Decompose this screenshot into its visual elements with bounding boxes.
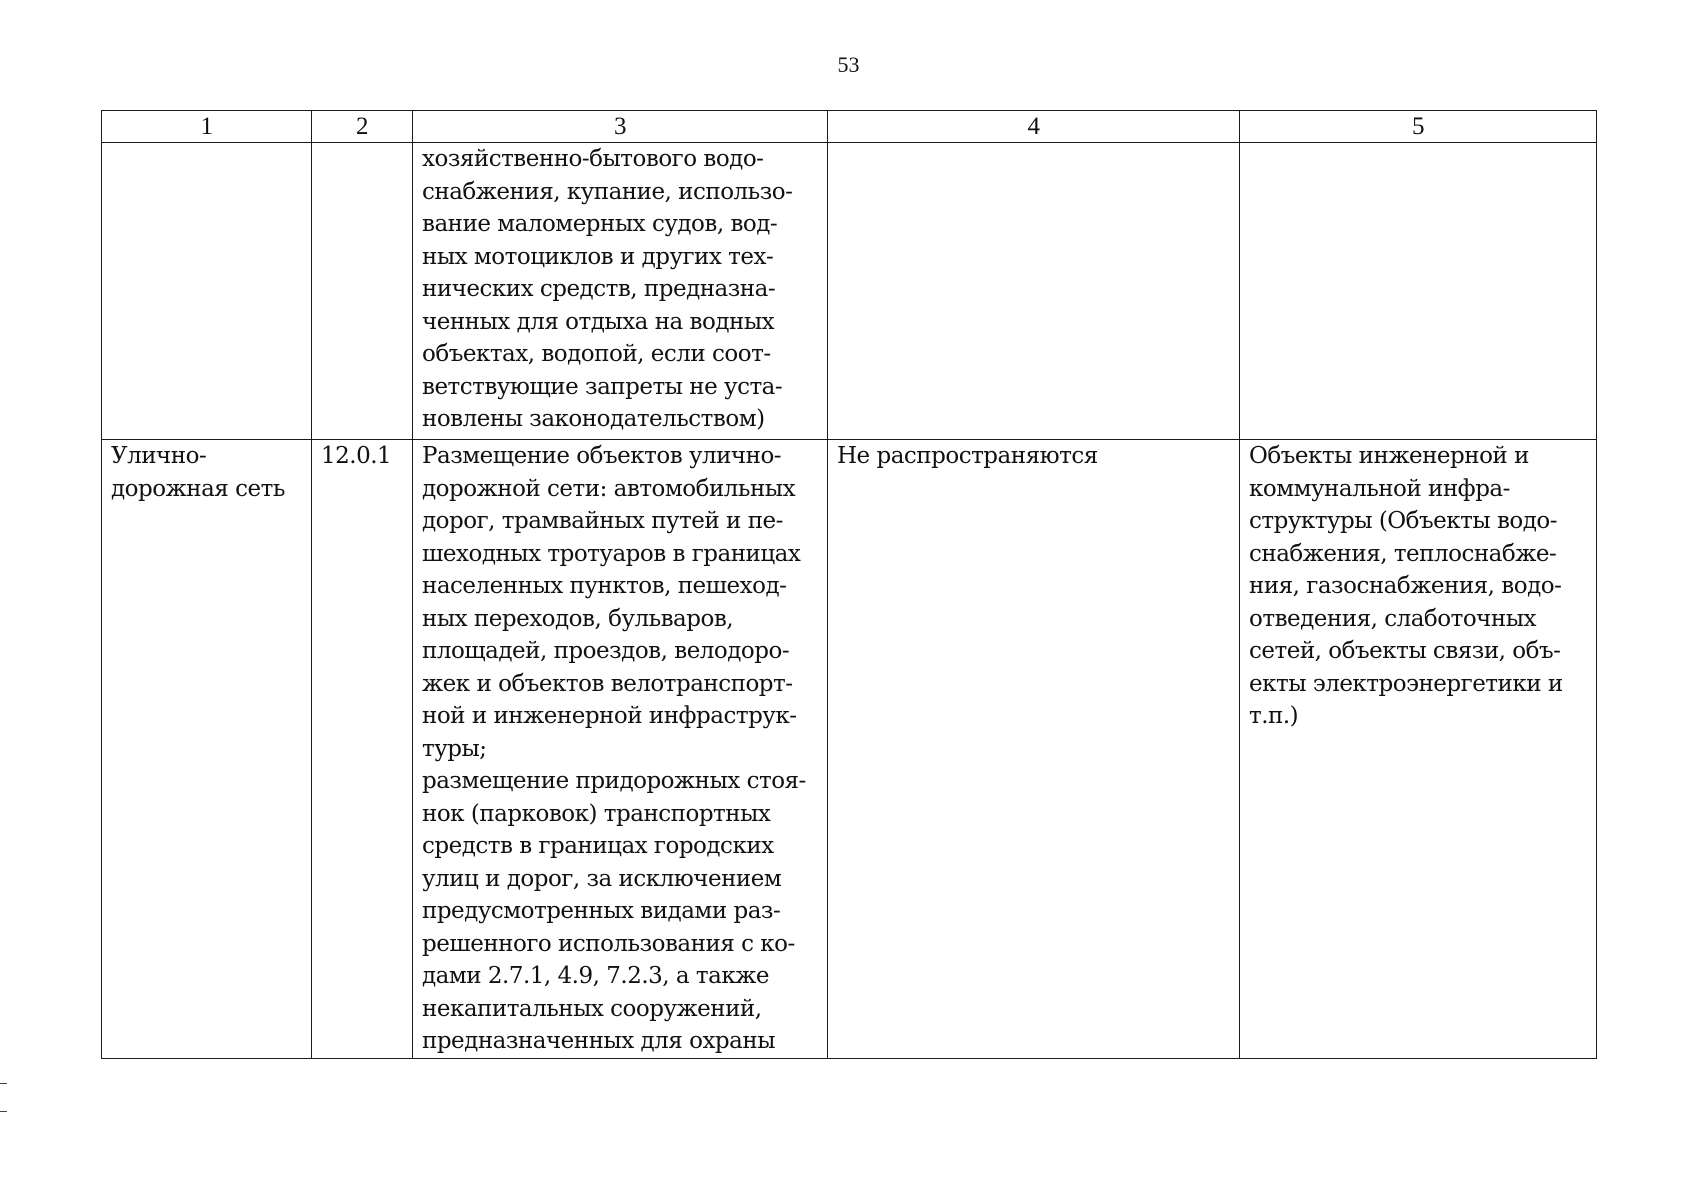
text-line: размещение придорожных стоя- xyxy=(422,768,806,794)
text-line: шеходных тротуаров в границах xyxy=(422,540,801,567)
text-line: ченных для отдыха на водных xyxy=(422,308,775,335)
text-line: Размещение объектов улично- xyxy=(422,443,782,469)
cell-restrictions: Не распространяются xyxy=(828,440,1240,1059)
text-line: отведения, слаботочных xyxy=(1249,605,1536,632)
text-line: снабжения, купание, использо- xyxy=(422,178,793,205)
text-line: предназначенных для охраны xyxy=(422,1028,776,1054)
text-line: нических средств, предназна- xyxy=(422,276,776,302)
cell-land-use-type xyxy=(102,143,312,440)
text-line: сетей, объекты связи, объ- xyxy=(1249,638,1561,664)
text-line: некапитальных сооружений, xyxy=(422,995,762,1022)
text-line: т.п.) xyxy=(1249,703,1299,729)
cell-restrictions xyxy=(828,143,1240,440)
text-line: Объекты инженерной и xyxy=(1249,443,1529,469)
header-col-3: 3 xyxy=(413,111,828,143)
cell-code xyxy=(312,143,413,440)
text-line: ной и инженерной инфраструк- xyxy=(422,703,797,729)
text-line: коммунальной инфра- xyxy=(1249,475,1510,502)
regulations-table xyxy=(101,110,1597,1059)
cell-auxiliary-uses xyxy=(1240,440,1597,1059)
text-line: объектах, водопой, если соот- xyxy=(422,341,771,367)
table-row-continuation xyxy=(102,143,1597,440)
cell-description xyxy=(413,143,828,440)
table-header-row xyxy=(102,111,1597,143)
text-line: площадей, проездов, велодоро- xyxy=(422,638,790,664)
description-lines xyxy=(422,143,818,436)
text-line: жек и объектов велотранспорт- xyxy=(422,670,793,697)
cell-auxiliary-uses xyxy=(1240,143,1597,440)
text-line: екты электроэнергетики и xyxy=(1249,670,1563,697)
margin-tick-mark xyxy=(0,1111,7,1112)
text-line: ветствующие запреты не уста- xyxy=(422,373,783,400)
text-line: нок (парковок) транспортных xyxy=(422,800,771,827)
text-line: хозяйственно-бытового водо- xyxy=(422,146,764,172)
table-row-street-network xyxy=(102,440,1597,1059)
text-line: населенных пунктов, пешеход- xyxy=(422,573,787,599)
margin-tick-mark xyxy=(0,1083,7,1084)
text-line: ния, газоснабжения, водо- xyxy=(1249,573,1562,599)
text-line: дорожная сеть xyxy=(111,475,285,502)
header-col-5: 5 xyxy=(1240,111,1597,143)
header-col-1: 1 xyxy=(102,111,312,143)
text-line: вание маломерных судов, вод- xyxy=(422,211,778,237)
text-line: новлены законодательством) xyxy=(422,406,765,432)
text-line: дорожной сети: автомобильных xyxy=(422,475,796,502)
land-use-type-lines xyxy=(111,440,302,505)
description-lines xyxy=(422,440,818,1058)
text-line: ных мотоциклов и других тех- xyxy=(422,243,774,270)
text-line: структуры (Объекты водо- xyxy=(1249,508,1558,534)
text-line: Улично- xyxy=(111,443,207,469)
cell-code: 12.0.1 xyxy=(312,440,413,1059)
text-line: решенного использования с ко- xyxy=(422,930,795,957)
cell-land-use-type xyxy=(102,440,312,1059)
header-col-2: 2 xyxy=(312,111,413,143)
text-line: ных переходов, бульваров, xyxy=(422,605,734,632)
page-number: 53 xyxy=(837,52,860,77)
text-line: улиц и дорог, за исключением xyxy=(422,865,782,892)
text-line: средств в границах городских xyxy=(422,833,774,859)
header-col-4: 4 xyxy=(828,111,1240,143)
cell-description xyxy=(413,440,828,1059)
text-line: туры; xyxy=(422,735,487,762)
text-line: дами 2.7.1, 4.9, 7.2.3, а также xyxy=(422,963,769,989)
auxiliary-uses-lines xyxy=(1249,440,1587,733)
text-line: предусмотренных видами раз- xyxy=(422,898,781,924)
text-line: снабжения, теплоснабже- xyxy=(1249,540,1557,567)
text-line: дорог, трамвайных путей и пе- xyxy=(422,508,783,534)
